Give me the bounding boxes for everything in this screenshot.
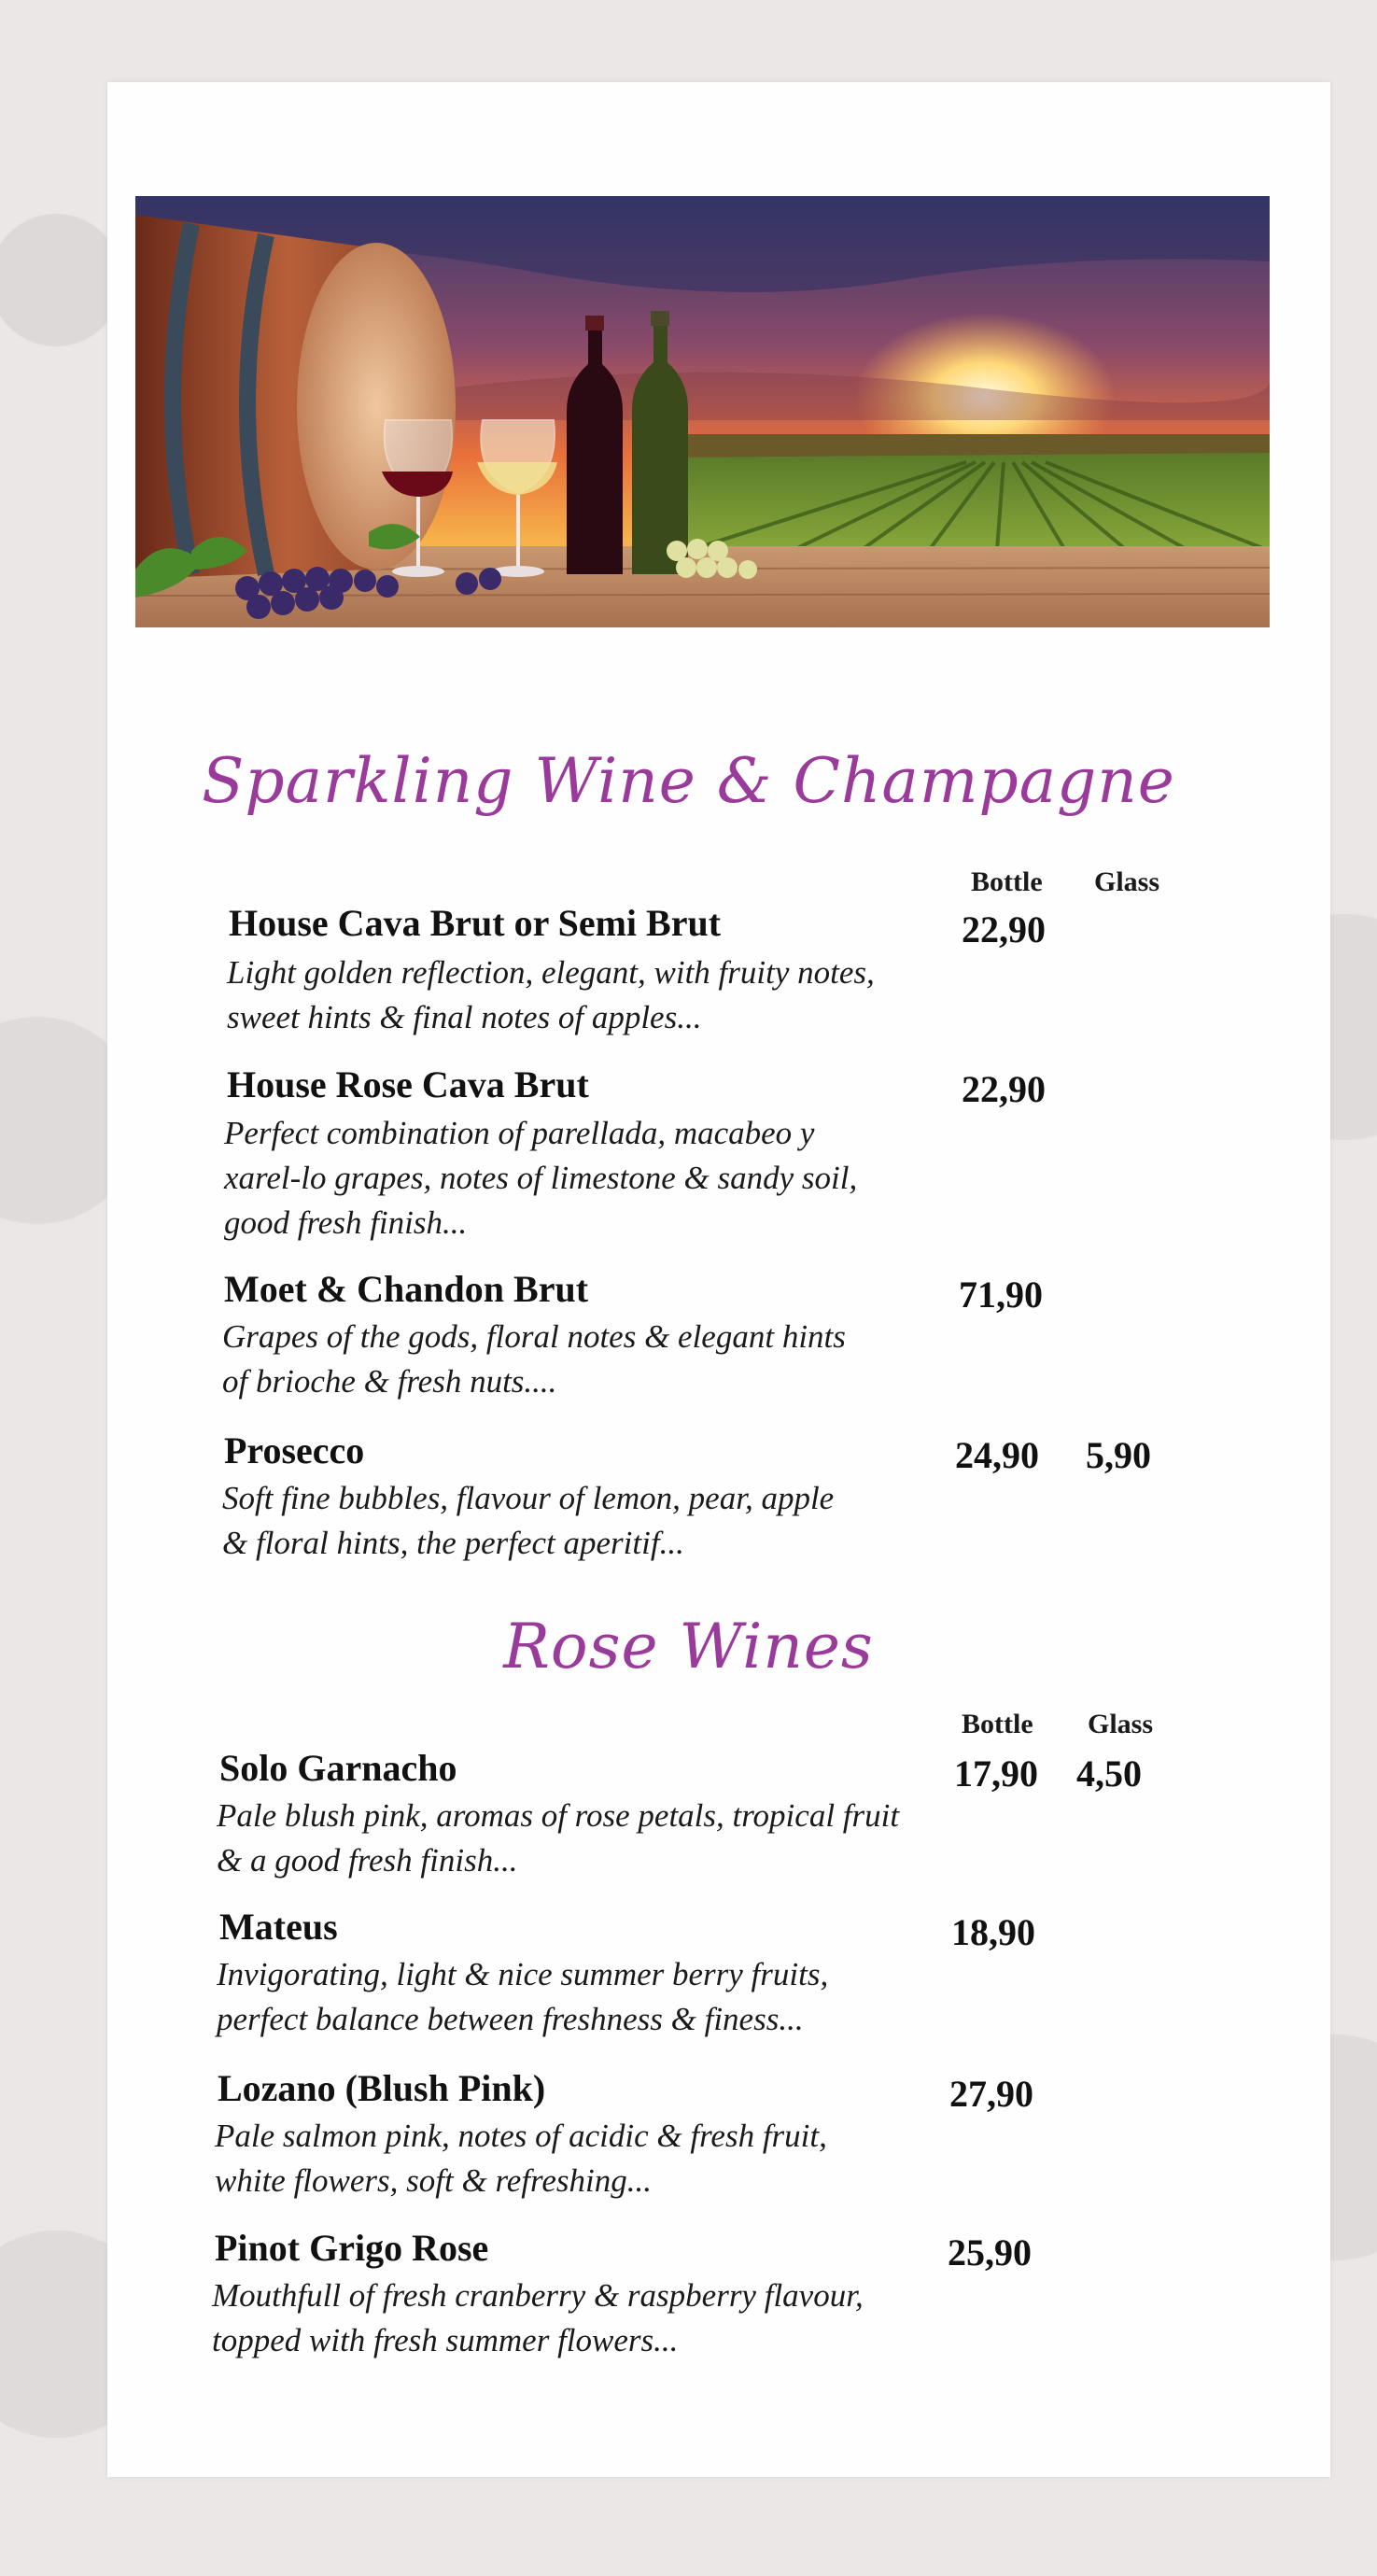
item-name: Mateus	[219, 1906, 338, 1948]
item-description: Mouthfull of fresh cranberry & raspberry flavour, topped with fresh summer flowers...	[212, 2277, 864, 2358]
bottle-price: 22,90	[962, 1068, 1046, 1110]
bottle-price: 25,90	[948, 2231, 1032, 2273]
item-name: Lozano (Blush Pink)	[218, 2067, 546, 2109]
column-header-bottle: Bottle	[962, 1709, 1033, 1739]
vineyard-sunset-image	[135, 196, 1270, 627]
item-name: House Rose Cava Brut	[227, 1063, 589, 1105]
column-header-glass: Glass	[1094, 866, 1160, 897]
item-name: House Cava Brut or Semi Brut	[229, 902, 722, 944]
bottle-price: 22,90	[962, 908, 1046, 950]
item-description: Invigorating, light & nice summer berry fruits, perfect balance between freshness & finess...	[217, 1956, 829, 2037]
item-description: Soft fine bubbles, flavour of lemon, pear, apple & floral hints, the perfect aperitif...	[222, 1480, 835, 1561]
item-description: Light golden reflection, elegant, with fruity notes, sweet hints & final notes of apples...	[227, 954, 875, 1035]
item-description: Perfect combination of parellada, macabeo y xarel-lo grapes, notes of limestone & sandy soil, good fresh finish...	[224, 1115, 858, 1241]
item-name: Solo Garnacho	[219, 1747, 457, 1789]
glass-price: 4,50	[1076, 1753, 1142, 1795]
glass-price: 5,90	[1086, 1434, 1151, 1476]
item-description: Pale salmon pink, notes of acidic & fresh fruit, white flowers, soft & refreshing...	[215, 2118, 827, 2199]
section-title-rose: Rose Wines	[503, 1611, 874, 1682]
bottle-price: 18,90	[951, 1911, 1035, 1953]
bottle-price: 27,90	[949, 2073, 1033, 2115]
item-name: Moet & Chandon Brut	[224, 1268, 589, 1310]
bottle-price: 17,90	[954, 1753, 1038, 1795]
column-header-glass: Glass	[1088, 1709, 1154, 1739]
item-name: Pinot Grigo Rose	[215, 2227, 489, 2269]
item-description: Pale blush pink, aromas of rose petals, tropical fruit & a good fresh finish...	[217, 1797, 900, 1879]
column-header-bottle: Bottle	[971, 866, 1043, 897]
bottle-price: 24,90	[955, 1434, 1039, 1476]
section-title-sparkling: Sparkling Wine & Champagne	[202, 745, 1175, 817]
bottle-price: 71,90	[959, 1274, 1043, 1316]
item-name: Prosecco	[224, 1429, 365, 1471]
item-description: Grapes of the gods, floral notes & elegant hints of brioche & fresh nuts....	[222, 1318, 846, 1400]
